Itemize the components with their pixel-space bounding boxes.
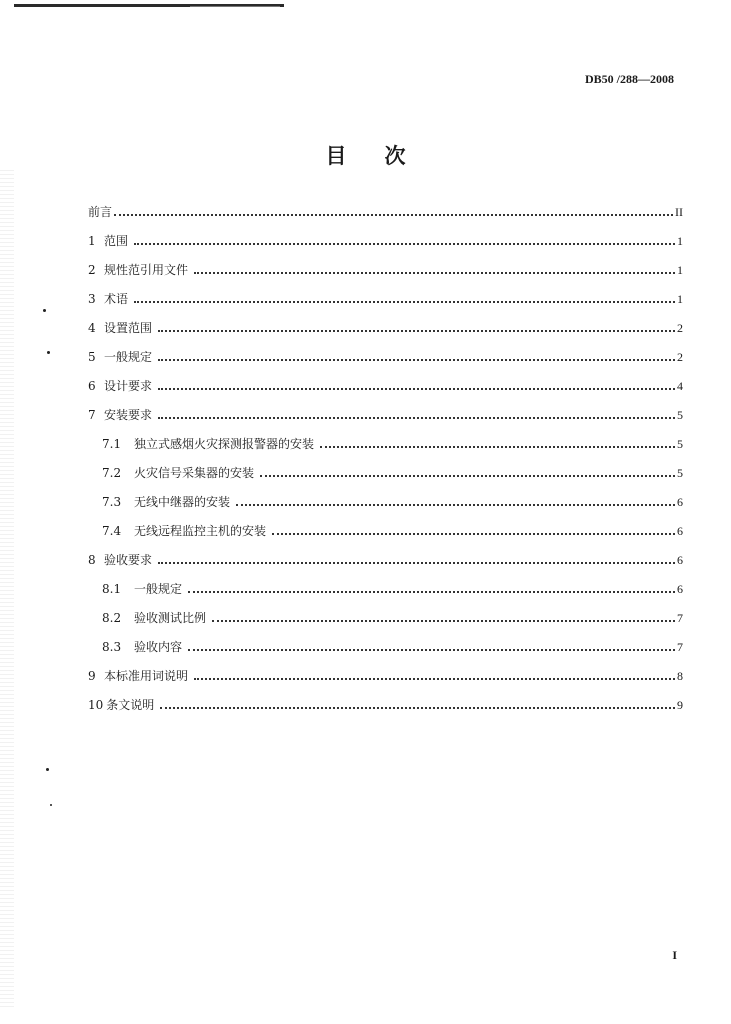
toc-entry-page: 1 xyxy=(677,234,683,248)
toc-entry-number: 8.3 xyxy=(102,640,122,654)
toc-leader-dots xyxy=(114,202,673,216)
toc-entry-number: 7.1 xyxy=(102,437,122,451)
toc-entry[interactable] xyxy=(88,405,683,434)
toc-entry-label: 条文说明 xyxy=(106,698,155,712)
toc-entry-page: 7 xyxy=(677,640,683,654)
toc-entry-number: 3 xyxy=(88,292,96,306)
toc-entry-label: 前言 xyxy=(88,205,113,219)
toc-entry[interactable] xyxy=(88,318,683,347)
scan-artifact-line xyxy=(190,6,280,7)
toc-entry-number: 8.1 xyxy=(102,582,122,596)
toc-entry-page: 1 xyxy=(677,263,683,277)
toc-entry-label: 本标准用词说明 xyxy=(104,669,189,683)
toc-leader-dots xyxy=(134,289,675,303)
toc-leader-dots xyxy=(158,376,675,390)
toc-entry-page: 5 xyxy=(677,466,683,480)
toc-leader-dots xyxy=(158,318,675,332)
toc-subentry[interactable] xyxy=(88,608,683,637)
toc-entry-label: 验收内容 xyxy=(134,640,183,654)
toc-title-char: 目 xyxy=(325,143,347,168)
toc-subentry[interactable] xyxy=(88,579,683,608)
toc-leader-dots xyxy=(134,231,675,245)
scan-speck xyxy=(50,804,52,806)
scan-speck xyxy=(46,768,49,771)
toc-entry-label: 一般规定 xyxy=(134,582,183,596)
toc-entry-foreword[interactable] xyxy=(88,202,683,231)
toc-entry-page: 6 xyxy=(677,524,683,538)
toc-entry-label: 验收要求 xyxy=(104,553,153,567)
toc-entry-label: 无线远程监控主机的安装 xyxy=(134,524,267,538)
toc-leader-dots xyxy=(188,579,675,593)
toc-entry-page: 4 xyxy=(677,379,683,393)
toc-entry-label: 独立式感烟火灾探测报警器的安装 xyxy=(134,437,315,451)
toc-entry-label: 一般规定 xyxy=(104,350,153,364)
toc-entry-page: 5 xyxy=(677,437,683,451)
toc-entry[interactable] xyxy=(88,260,683,289)
toc-entry-page: 6 xyxy=(677,553,683,567)
toc-entry-number: 7 xyxy=(88,408,96,422)
page-number: I xyxy=(672,948,677,962)
toc-entry-number: 7.3 xyxy=(102,495,122,509)
table-of-contents xyxy=(88,202,683,724)
toc-leader-dots xyxy=(158,550,675,564)
toc-subentry[interactable] xyxy=(88,521,683,550)
toc-leader-dots xyxy=(320,434,675,448)
toc-entry[interactable] xyxy=(88,231,683,260)
toc-entry-label: 规性范引用文件 xyxy=(104,263,189,277)
toc-entry-page: 7 xyxy=(677,611,683,625)
toc-entry-number: 5 xyxy=(88,350,96,364)
scan-speck xyxy=(43,309,46,312)
toc-entry-number: 9 xyxy=(88,669,96,683)
toc-entry-number: 8.2 xyxy=(102,611,122,625)
toc-entry-page: 6 xyxy=(677,582,683,596)
toc-entry-page: 5 xyxy=(677,408,683,422)
toc-subentry[interactable] xyxy=(88,637,683,666)
scan-edge-noise xyxy=(0,170,14,1010)
toc-entry-number: 6 xyxy=(88,379,96,393)
toc-entry[interactable] xyxy=(88,695,683,724)
toc-entry-page: 6 xyxy=(677,495,683,509)
toc-subentry[interactable] xyxy=(88,463,683,492)
scan-speck xyxy=(47,351,50,354)
toc-entry-number: 2 xyxy=(88,263,96,277)
standard-code: DB50 /288—2008 xyxy=(584,72,674,86)
toc-leader-dots xyxy=(158,405,675,419)
toc-leader-dots xyxy=(188,637,675,651)
toc-entry-label: 无线中继器的安装 xyxy=(134,495,231,509)
toc-leader-dots xyxy=(272,521,675,535)
toc-entry-page: 9 xyxy=(677,698,683,712)
toc-entry-label: 验收测试比例 xyxy=(134,611,207,625)
toc-entry-page: 8 xyxy=(677,669,683,683)
toc-title xyxy=(0,140,731,170)
toc-entry-label: 术语 xyxy=(104,292,129,306)
toc-entry-number: 1 xyxy=(88,234,96,248)
toc-leader-dots xyxy=(194,666,675,680)
toc-entry-number: 4 xyxy=(88,321,96,335)
toc-entry-label: 设置范围 xyxy=(104,321,153,335)
toc-entry-page: 2 xyxy=(677,350,683,364)
toc-entry-page: 1 xyxy=(677,292,683,306)
toc-entry-label: 火灾信号采集器的安装 xyxy=(134,466,255,480)
toc-entry[interactable] xyxy=(88,666,683,695)
toc-entry-number: 7.2 xyxy=(102,466,122,480)
toc-entry-label: 安装要求 xyxy=(104,408,153,422)
toc-leader-dots xyxy=(236,492,675,506)
toc-leader-dots xyxy=(212,608,675,622)
toc-entry[interactable] xyxy=(88,376,683,405)
toc-entry[interactable] xyxy=(88,347,683,376)
toc-entry[interactable] xyxy=(88,550,683,579)
toc-entry-number: 10 xyxy=(88,698,104,712)
toc-entry-number: 7.4 xyxy=(102,524,122,538)
toc-entry-label: 范围 xyxy=(104,234,129,248)
toc-subentry[interactable] xyxy=(88,492,683,521)
toc-leader-dots xyxy=(260,463,675,477)
toc-entry-number: 8 xyxy=(88,553,96,567)
toc-leader-dots xyxy=(194,260,675,274)
toc-title-char: 次 xyxy=(384,143,406,168)
toc-leader-dots xyxy=(160,695,675,709)
toc-entry-page: 2 xyxy=(677,321,683,335)
toc-entry-label: 设计要求 xyxy=(104,379,153,393)
toc-entry-page: II xyxy=(675,205,683,219)
toc-entry[interactable] xyxy=(88,289,683,318)
toc-subentry[interactable] xyxy=(88,434,683,463)
toc-leader-dots xyxy=(158,347,675,361)
